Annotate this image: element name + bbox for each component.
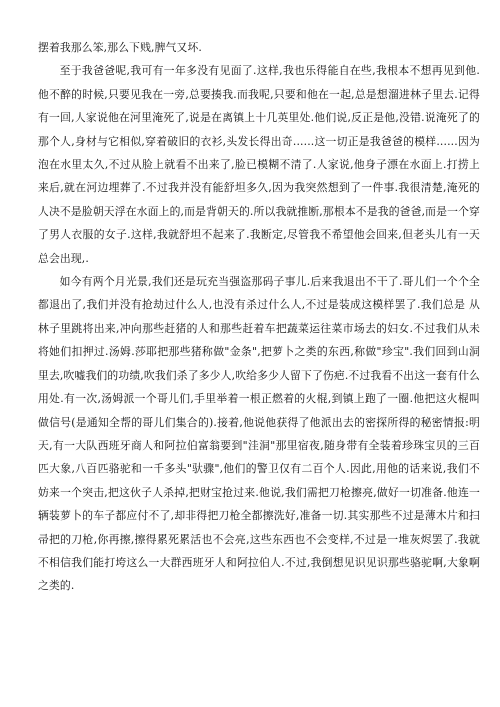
paragraph-2: 至于我爸爸呢,我可有一年多没有见面了.这样,我也乐得能自在些,我根本不想再见到他.他不醉的时候,只要见我在一旁,总要揍我.而我呢,只要和他在一起,总是想溜进林子里去.记得有一回,人家说他在河里淹死了,说是在离镇上十几英里处.他们说,反正是他,没错.说淹死了的那个人,身材与它相似,穿着破旧的衣衫,头发长得出奇......这一切正是我爸爸的模样......因为泡在水里太久,不过从脸上就看不出来了,脸已模糊不清了.人家说,他身子漂在水面上.打捞上来后,就在河边埋葬了.不过我并没有能舒坦多久,因为我突然想到了一件事.我很清楚,淹死的人决不是脸朝天浮在水面上的,而是背朝天的.所以我就推断,那根本不是我的爸爸,而是一个穿了男人衣服的女子.这样,我就舒坦不起来了.我断定,尽管我不希望他会回来,但老头儿有一天总会出现,. xyxy=(38,64,480,265)
paragraph-3: 如今有两个月光景,我们还是玩充当强盗那码子事儿.后来我退出不干了.哥儿们一个个全都退出了,我们并没有抢劫过什么人,也没有杀过什么人,不过是装成这模样罢了.我们总是 从林子里跳将出来,冲向那些赶猪的人和那些赶着车把蔬菜运往菜市场去的妇女.不过我们从未将她们扣押过.汤姆.莎耶把那些猪称做"金条",把萝卜之类的东西,称做"珍宝".我们回到山洞里去,吹嘘我们的功绩,吹我们杀了多少人,吹给多少人留下了伤疤.不过我看不出这一套有什么用处.有一次,汤姆派一个哥儿们,手里举着一根正燃着的火棍,到镇上跑了一圈.他把这火棍叫做信号(是通知全帮的哥儿们集合的).接着,他说他获得了他派出去的密探所得的秘密情报:明天,有一大队西班牙商人和阿拉伯富翁要到"洼洞"那里宿夜,随身带有全装着珍珠宝贝的三百匹大象,八百匹骆驼和一千多头"驮骤",他们的警卫仅有二百个人.因此,用他的话来说,我们不妨来一个突击,把这伙子人杀掉,把财宝抢过来.他说,我们需把刀枪擦亮,做好一切准备.他连一辆装萝卜的车子都应付不了,却非得把刀枪全都擦洗好,准备一切.其实那些不过是薄木片和扫帚把的刀枪,你再擦,擦得累死累活也不会亮,这些东西也不会变样,不过是一堆灰烬罢了.我就不相信我们能打垮这么一大群西班牙人和阿拉伯人.不过,我倒想见识见识那些骆驼啊,大象啊之类的. xyxy=(38,275,480,593)
paragraph-1: 摆着我那么笨,那么下贱,脾气又坏. xyxy=(38,41,203,54)
